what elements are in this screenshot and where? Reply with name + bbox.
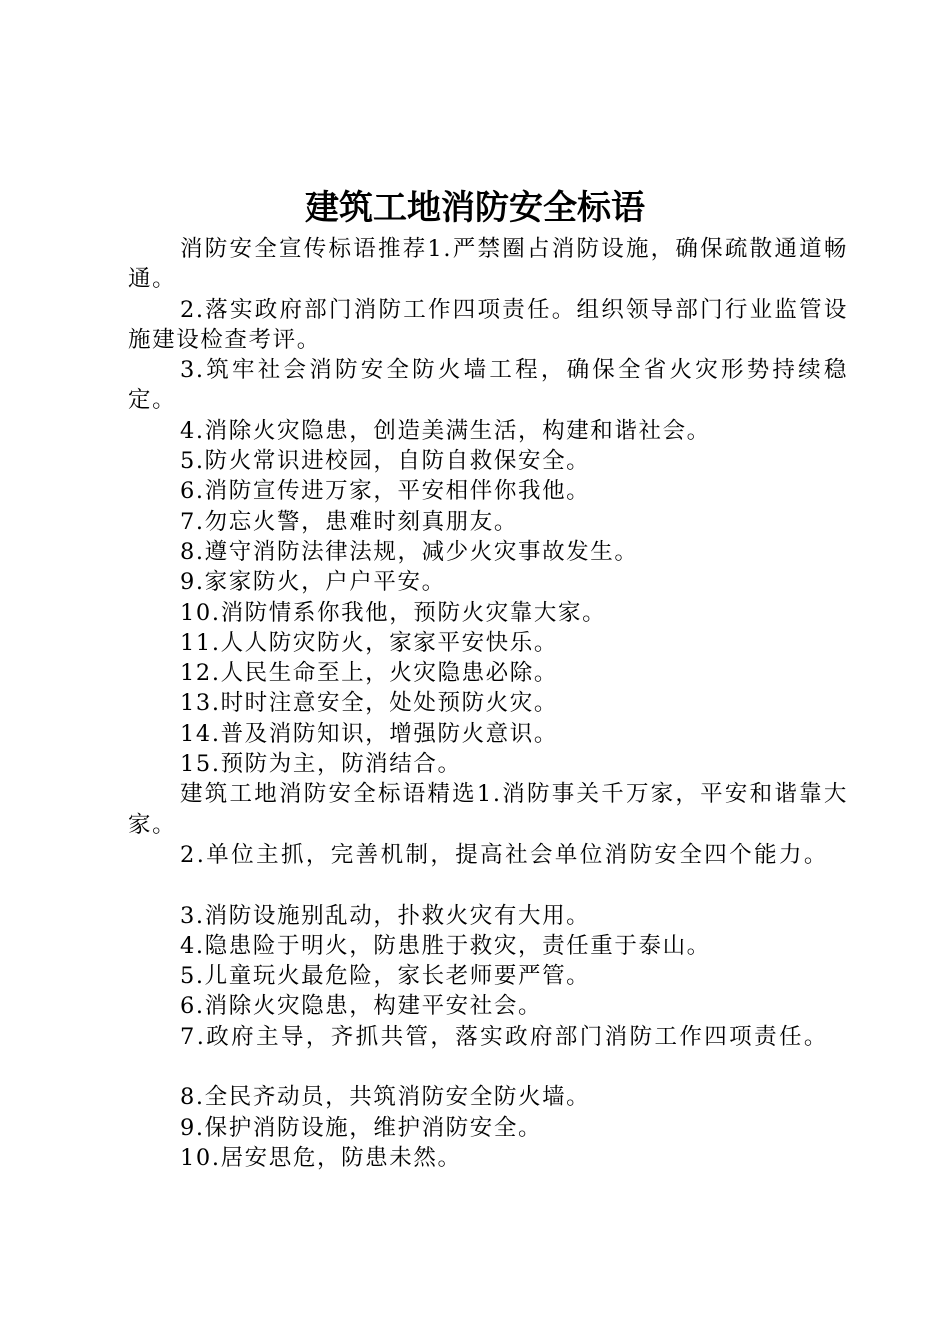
paragraph-17: 2.单位主抓，完善机制，提高社会单位消防安全四个能力。 <box>180 841 829 868</box>
paragraph-21: 6.消除火灾隐患，构建平安社会。 <box>180 993 543 1020</box>
paragraph-15: 15.预防为主，防消结合。 <box>180 751 462 778</box>
paragraph-10: 10.消防情系你我他，预防火灾靠大家。 <box>180 599 607 626</box>
paragraph-9: 9.家家防火，户户平安。 <box>180 569 446 596</box>
document-title: 建筑工地消防安全标语 <box>305 188 645 228</box>
paragraph-22: 7.政府主导，齐抓共管，落实政府部门消防工作四项责任。 <box>180 1023 829 1050</box>
paragraph-7: 7.勿忘火警，患难时刻真朋友。 <box>180 508 518 535</box>
paragraph-25: 10.居安思危，防患未然。 <box>180 1144 462 1171</box>
paragraph-1: 消防安全宣传标语推荐1.严禁圈占消防设施，确保疏散通道畅通。 <box>128 236 848 293</box>
paragraph-20: 5.儿童玩火最危险，家长老师要严管。 <box>180 963 591 990</box>
paragraph-12: 12.人民生命至上，火灾隐患必除。 <box>180 660 558 687</box>
paragraph-4: 4.消除火灾隐患，创造美满生活，构建和谐社会。 <box>180 417 711 444</box>
paragraph-5: 5.防火常识进校园，自防自救保安全。 <box>180 448 591 475</box>
paragraph-11: 11.人人防灾防火，家家平安快乐。 <box>180 629 558 656</box>
paragraph-24: 9.保护消防设施，维护消防安全。 <box>180 1114 543 1141</box>
paragraph-16: 建筑工地消防安全标语精选1.消防事关千万家，平安和谐靠大家。 <box>128 781 848 838</box>
paragraph-6: 6.消防宣传进万家，平安相伴你我他。 <box>180 478 591 505</box>
paragraph-13: 13.时时注意安全，处处预防火灾。 <box>180 690 558 717</box>
paragraph-14: 14.普及消防知识，增强防火意识。 <box>180 720 558 747</box>
document-body <box>128 234 848 1173</box>
paragraph-2: 2.落实政府部门消防工作四项责任。组织领导部门行业监管设施建设检查考评。 <box>128 296 848 353</box>
blank-line <box>128 1052 848 1082</box>
blank-line <box>128 870 848 900</box>
paragraph-23: 8.全民齐动员，共筑消防安全防火墙。 <box>180 1084 591 1111</box>
paragraph-19: 4.隐患险于明火，防患胜于救灾，责任重于泰山。 <box>180 932 711 959</box>
paragraph-18: 3.消防设施别乱动，扑救火灾有大用。 <box>180 902 591 929</box>
paragraph-3: 3.筑牢社会消防安全防火墙工程，确保全省火灾形势持续稳定。 <box>128 357 848 414</box>
paragraph-8: 8.遵守消防法律法规，减少火灾事故发生。 <box>180 538 639 565</box>
